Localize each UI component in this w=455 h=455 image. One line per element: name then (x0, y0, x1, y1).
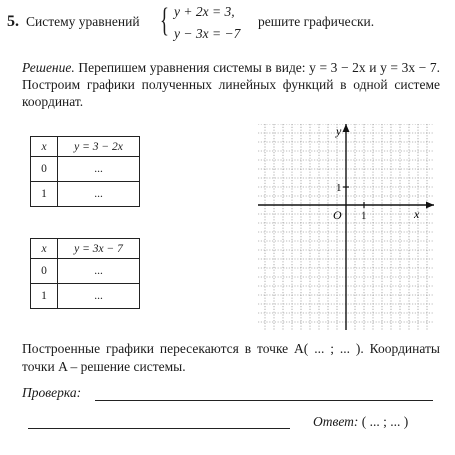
table1-header-y: y = 3 − 2x (58, 137, 140, 157)
table1-cell-x: 0 (31, 157, 58, 182)
table2-cell-x: 1 (31, 284, 58, 309)
task-number: 5. (7, 13, 19, 30)
task-text-before: Систему уравнений (26, 14, 140, 29)
table1-cell-y[interactable]: ... (58, 182, 140, 207)
solution-paragraph (22, 59, 440, 110)
answer (313, 414, 408, 430)
equation-2: y − 3x = −7 (174, 26, 241, 41)
table2-cell-x: 0 (31, 259, 58, 284)
table2-header-x: x (31, 239, 58, 259)
origin-label: O (333, 208, 342, 222)
table1-header-x: x (31, 137, 58, 157)
conclusion-text: Построенные графики пересекаются в точке A( ... ; ... ). Координаты точки A – решение системы. (22, 341, 440, 374)
check-label: Проверка: (22, 385, 82, 400)
y-unit-label: 1 (336, 182, 342, 194)
x-unit-label: 1 (361, 210, 367, 222)
table1-cell-x: 1 (31, 182, 58, 207)
check-writing-line-1[interactable] (95, 400, 433, 401)
table2-header-y: y = 3x − 7 (58, 239, 140, 259)
table2-cell-y[interactable]: ... (58, 259, 140, 284)
answer-label: Ответ: (313, 414, 359, 429)
y-axis-label: y (336, 124, 342, 138)
solution-text: Перепишем уравнения системы в виде: y = 3 − 2x и y = 3x − 7. Построим графики полученных линейных функций в одной системе координат. (22, 60, 440, 109)
system-brace: { (160, 2, 169, 39)
x-axis-label: x (414, 207, 420, 221)
values-table-2 (30, 238, 140, 309)
equation-1: y + 2x = 3, (174, 4, 235, 19)
answer-value[interactable]: ( ... ; ... ) (361, 414, 409, 429)
x-axis-arrow (426, 202, 434, 209)
coordinate-grid[interactable] (258, 124, 434, 330)
solution-label: Решение. (22, 60, 75, 75)
y-axis-arrow (343, 124, 350, 132)
table2-cell-y[interactable]: ... (58, 284, 140, 309)
task-text-after: решите графически. (258, 14, 375, 29)
table1-cell-y[interactable]: ... (58, 157, 140, 182)
values-table-1 (30, 136, 140, 207)
check-writing-line-2[interactable] (28, 428, 290, 429)
